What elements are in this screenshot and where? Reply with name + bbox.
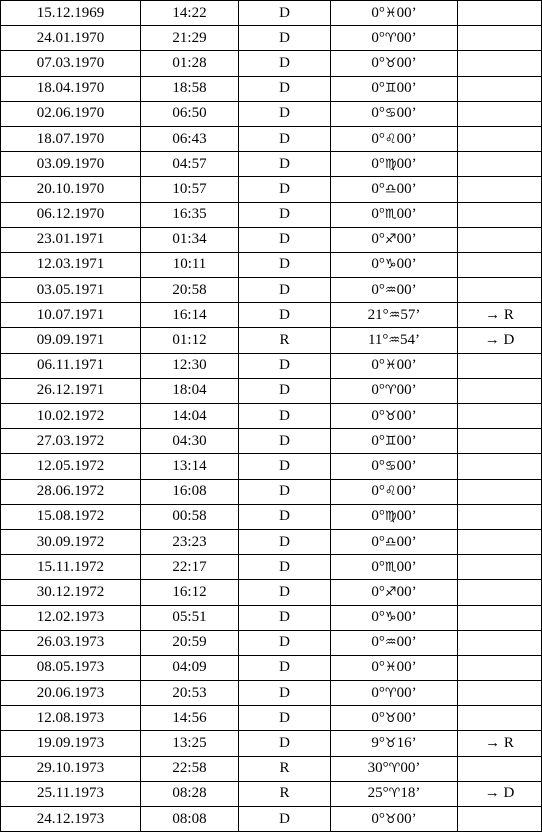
motion-cell: D — [239, 26, 331, 51]
zodiac-sign-glyph: ♒ — [388, 333, 401, 349]
zodiac-sign-glyph: ♍ — [384, 156, 397, 172]
date-cell: 20.06.1973 — [1, 681, 141, 706]
degree-value: 0° — [371, 206, 385, 223]
station-cell — [458, 605, 542, 630]
motion-cell: R — [239, 328, 331, 353]
position-cell — [331, 404, 458, 429]
station-cell — [458, 429, 542, 454]
date-cell: 30.12.1972 — [1, 580, 141, 605]
minute-value: 00’ — [396, 281, 417, 298]
position-cell — [331, 605, 458, 630]
minute-value: 00’ — [396, 382, 417, 399]
zodiac-sign-glyph: ♏ — [384, 559, 397, 575]
position-cell — [331, 26, 458, 51]
table-row — [1, 681, 542, 706]
zodiac-sign-glyph: ♌ — [384, 131, 397, 147]
date-cell: 18.04.1970 — [1, 76, 141, 101]
date-cell: 18.07.1970 — [1, 126, 141, 151]
time-cell: 16:12 — [141, 580, 239, 605]
position-cell — [331, 227, 458, 252]
time-cell: 20:59 — [141, 630, 239, 655]
time-cell: 06:43 — [141, 126, 239, 151]
zodiac-sign-glyph: ♓ — [384, 660, 397, 676]
motion-cell: D — [239, 1, 331, 26]
degree-value: 21° — [367, 306, 389, 323]
time-cell: 18:04 — [141, 378, 239, 403]
time-cell: 04:09 — [141, 655, 239, 680]
minute-value: 00’ — [396, 231, 417, 248]
table-body — [1, 1, 542, 832]
time-cell: 21:29 — [141, 26, 239, 51]
time-cell: 14:56 — [141, 706, 239, 731]
station-cell — [458, 152, 542, 177]
time-cell: 05:51 — [141, 605, 239, 630]
time-cell: 08:08 — [141, 807, 239, 832]
minute-value: 00’ — [396, 357, 417, 374]
time-cell: 04:57 — [141, 152, 239, 177]
zodiac-sign-glyph: ♉ — [384, 811, 397, 827]
position-cell — [331, 429, 458, 454]
date-cell: 12.08.1973 — [1, 706, 141, 731]
table-row — [1, 252, 542, 277]
time-cell: 14:04 — [141, 404, 239, 429]
motion-cell: D — [239, 807, 331, 832]
date-cell: 12.02.1973 — [1, 605, 141, 630]
date-cell: 27.03.1972 — [1, 429, 141, 454]
degree-value: 0° — [371, 709, 385, 726]
date-cell: 12.03.1971 — [1, 252, 141, 277]
table-row — [1, 328, 542, 353]
motion-cell: D — [239, 227, 331, 252]
table-row — [1, 26, 542, 51]
station-cell — [458, 404, 542, 429]
degree-value: 0° — [371, 558, 385, 575]
degree-value: 0° — [371, 508, 385, 525]
motion-cell: D — [239, 252, 331, 277]
date-cell: 12.05.1972 — [1, 454, 141, 479]
degree-value: 0° — [371, 684, 385, 701]
minute-value: 00’ — [396, 810, 417, 827]
degree-value: 9° — [371, 735, 385, 752]
table-row — [1, 807, 542, 832]
position-cell — [331, 756, 458, 781]
table-row — [1, 51, 542, 76]
station-cell — [458, 706, 542, 731]
minute-value: 00’ — [396, 80, 417, 97]
date-cell: 20.10.1970 — [1, 177, 141, 202]
table-row — [1, 706, 542, 731]
position-cell — [331, 781, 458, 806]
minute-value: 00’ — [396, 130, 417, 147]
degree-value: 0° — [371, 634, 385, 651]
position-cell — [331, 252, 458, 277]
date-cell: 03.09.1970 — [1, 152, 141, 177]
zodiac-sign-glyph: ♌ — [384, 484, 397, 500]
zodiac-sign-glyph: ♊ — [384, 433, 397, 449]
station-cell — [458, 630, 542, 655]
station-cell — [458, 353, 542, 378]
time-cell: 01:28 — [141, 51, 239, 76]
minute-value: 00’ — [400, 760, 421, 777]
position-cell — [331, 328, 458, 353]
degree-value: 30° — [367, 760, 389, 777]
station-cell — [458, 555, 542, 580]
table-row — [1, 781, 542, 806]
position-cell — [331, 353, 458, 378]
motion-cell: D — [239, 126, 331, 151]
degree-value: 0° — [371, 80, 385, 97]
position-cell — [331, 807, 458, 832]
minute-value: 00’ — [396, 29, 417, 46]
minute-value: 00’ — [396, 533, 417, 550]
time-cell: 18:58 — [141, 76, 239, 101]
minute-value: 18’ — [400, 785, 421, 802]
position-cell — [331, 101, 458, 126]
station-cell — [458, 807, 542, 832]
degree-value: 0° — [371, 432, 385, 449]
minute-value: 54’ — [400, 332, 421, 349]
motion-cell: D — [239, 101, 331, 126]
zodiac-sign-glyph: ♍ — [384, 509, 397, 525]
time-cell: 14:22 — [141, 1, 239, 26]
zodiac-sign-glyph: ♓ — [384, 5, 397, 21]
motion-cell: D — [239, 152, 331, 177]
station-cell — [458, 51, 542, 76]
station-cell — [458, 76, 542, 101]
table-row — [1, 76, 542, 101]
motion-cell: D — [239, 504, 331, 529]
motion-cell: D — [239, 555, 331, 580]
table-row — [1, 177, 542, 202]
degree-value: 0° — [371, 483, 385, 500]
date-cell: 29.10.1973 — [1, 756, 141, 781]
motion-cell: D — [239, 76, 331, 101]
motion-cell: D — [239, 681, 331, 706]
station-cell — [458, 479, 542, 504]
minute-value: 00’ — [396, 508, 417, 525]
date-cell: 09.09.1971 — [1, 328, 141, 353]
time-cell: 10:57 — [141, 177, 239, 202]
time-cell: 16:35 — [141, 202, 239, 227]
minute-value: 00’ — [396, 684, 417, 701]
date-cell: 08.05.1973 — [1, 655, 141, 680]
minute-value: 00’ — [396, 105, 417, 122]
motion-cell: D — [239, 605, 331, 630]
position-cell — [331, 303, 458, 328]
table-row — [1, 630, 542, 655]
minute-value: 00’ — [396, 659, 417, 676]
table-row — [1, 756, 542, 781]
station-cell — [458, 101, 542, 126]
degree-value: 25° — [367, 785, 389, 802]
zodiac-sign-glyph: ♐ — [384, 232, 397, 248]
date-cell: 26.12.1971 — [1, 378, 141, 403]
motion-cell: R — [239, 781, 331, 806]
time-cell: 16:08 — [141, 479, 239, 504]
zodiac-sign-glyph: ♉ — [384, 55, 397, 71]
minute-value: 00’ — [396, 407, 417, 424]
position-cell — [331, 378, 458, 403]
minute-value: 00’ — [396, 256, 417, 273]
motion-cell: D — [239, 303, 331, 328]
table-row — [1, 454, 542, 479]
zodiac-sign-glyph: ♈ — [388, 786, 401, 802]
station-cell — [458, 580, 542, 605]
position-cell — [331, 529, 458, 554]
date-cell: 15.12.1969 — [1, 1, 141, 26]
time-cell: 22:17 — [141, 555, 239, 580]
minute-value: 00’ — [396, 54, 417, 71]
motion-cell: D — [239, 429, 331, 454]
station-cell — [458, 1, 542, 26]
zodiac-sign-glyph: ♒ — [384, 635, 397, 651]
station-cell — [458, 504, 542, 529]
zodiac-sign-glyph: ♉ — [384, 736, 397, 752]
table-row — [1, 404, 542, 429]
position-cell — [331, 706, 458, 731]
table-row — [1, 126, 542, 151]
zodiac-sign-glyph: ♓ — [384, 358, 397, 374]
minute-value: 00’ — [396, 180, 417, 197]
table-row — [1, 353, 542, 378]
degree-value: 0° — [371, 105, 385, 122]
motion-cell: D — [239, 731, 331, 756]
date-cell: 15.08.1972 — [1, 504, 141, 529]
table-row — [1, 429, 542, 454]
date-cell: 02.06.1970 — [1, 101, 141, 126]
degree-value: 0° — [371, 29, 385, 46]
table-row — [1, 731, 542, 756]
position-cell — [331, 630, 458, 655]
station-cell: → D — [458, 781, 542, 806]
minute-value: 16’ — [396, 735, 417, 752]
date-cell: 06.11.1971 — [1, 353, 141, 378]
table-row — [1, 303, 542, 328]
time-cell: 04:30 — [141, 429, 239, 454]
motion-cell: D — [239, 278, 331, 303]
station-cell — [458, 202, 542, 227]
position-cell — [331, 655, 458, 680]
table-row — [1, 504, 542, 529]
zodiac-sign-glyph: ♎ — [384, 181, 397, 197]
table-row — [1, 655, 542, 680]
table-row — [1, 605, 542, 630]
degree-value: 0° — [371, 382, 385, 399]
station-cell — [458, 126, 542, 151]
table-row — [1, 152, 542, 177]
position-cell — [331, 152, 458, 177]
time-cell: 10:11 — [141, 252, 239, 277]
minute-value: 00’ — [396, 483, 417, 500]
station-cell: → R — [458, 303, 542, 328]
degree-value: 0° — [371, 155, 385, 172]
minute-value: 00’ — [396, 457, 417, 474]
position-cell — [331, 555, 458, 580]
table-row — [1, 202, 542, 227]
date-cell: 26.03.1973 — [1, 630, 141, 655]
time-cell: 22:58 — [141, 756, 239, 781]
station-cell — [458, 177, 542, 202]
table-row — [1, 479, 542, 504]
date-cell: 25.11.1973 — [1, 781, 141, 806]
zodiac-sign-glyph: ♏ — [384, 207, 397, 223]
date-cell: 06.12.1970 — [1, 202, 141, 227]
date-cell: 24.12.1973 — [1, 807, 141, 832]
date-cell: 15.11.1972 — [1, 555, 141, 580]
degree-value: 0° — [371, 583, 385, 600]
time-cell: 20:58 — [141, 278, 239, 303]
zodiac-sign-glyph: ♐ — [384, 584, 397, 600]
station-cell — [458, 26, 542, 51]
zodiac-sign-glyph: ♉ — [384, 710, 397, 726]
table-row — [1, 101, 542, 126]
zodiac-sign-glyph: ♑ — [384, 257, 397, 273]
minute-value: 00’ — [396, 155, 417, 172]
table-row — [1, 378, 542, 403]
degree-value: 0° — [371, 54, 385, 71]
time-cell: 20:53 — [141, 681, 239, 706]
station-cell — [458, 278, 542, 303]
motion-cell: D — [239, 655, 331, 680]
date-cell: 10.07.1971 — [1, 303, 141, 328]
zodiac-sign-glyph: ♉ — [384, 408, 397, 424]
zodiac-sign-glyph: ♈ — [384, 30, 397, 46]
date-cell: 28.06.1972 — [1, 479, 141, 504]
degree-value: 0° — [371, 810, 385, 827]
motion-cell: D — [239, 580, 331, 605]
motion-cell: R — [239, 756, 331, 781]
motion-cell: D — [239, 706, 331, 731]
time-cell: 01:34 — [141, 227, 239, 252]
motion-cell: D — [239, 479, 331, 504]
position-cell — [331, 580, 458, 605]
date-cell: 24.01.1970 — [1, 26, 141, 51]
motion-cell: D — [239, 177, 331, 202]
degree-value: 0° — [371, 180, 385, 197]
position-cell — [331, 177, 458, 202]
minute-value: 00’ — [396, 4, 417, 21]
degree-value: 0° — [371, 457, 385, 474]
table-row — [1, 1, 542, 26]
zodiac-sign-glyph: ♈ — [384, 383, 397, 399]
zodiac-sign-glyph: ♊ — [384, 81, 397, 97]
degree-value: 0° — [371, 407, 385, 424]
motion-cell: D — [239, 51, 331, 76]
motion-cell: D — [239, 630, 331, 655]
table-row — [1, 227, 542, 252]
position-cell — [331, 479, 458, 504]
motion-cell: D — [239, 378, 331, 403]
motion-cell: D — [239, 404, 331, 429]
station-cell — [458, 756, 542, 781]
position-cell — [331, 504, 458, 529]
date-cell: 10.02.1972 — [1, 404, 141, 429]
degree-value: 0° — [371, 130, 385, 147]
time-cell: 13:25 — [141, 731, 239, 756]
position-cell — [331, 126, 458, 151]
zodiac-sign-glyph: ♎ — [384, 534, 397, 550]
date-cell: 07.03.1970 — [1, 51, 141, 76]
degree-value: 0° — [371, 231, 385, 248]
degree-value: 0° — [371, 357, 385, 374]
degree-value: 0° — [371, 533, 385, 550]
position-cell — [331, 731, 458, 756]
station-cell — [458, 252, 542, 277]
degree-value: 11° — [367, 332, 389, 349]
zodiac-sign-glyph: ♈ — [384, 685, 397, 701]
position-cell — [331, 76, 458, 101]
time-cell: 13:14 — [141, 454, 239, 479]
time-cell: 16:14 — [141, 303, 239, 328]
date-cell: 03.05.1971 — [1, 278, 141, 303]
station-cell — [458, 454, 542, 479]
degree-value: 0° — [371, 609, 385, 626]
time-cell: 06:50 — [141, 101, 239, 126]
time-cell: 01:12 — [141, 328, 239, 353]
station-cell — [458, 227, 542, 252]
position-cell — [331, 278, 458, 303]
degree-value: 0° — [371, 659, 385, 676]
degree-value: 0° — [371, 256, 385, 273]
date-cell: 19.09.1973 — [1, 731, 141, 756]
zodiac-sign-glyph: ♒ — [384, 282, 397, 298]
motion-cell: D — [239, 529, 331, 554]
degree-value: 0° — [371, 4, 385, 21]
station-cell: → D — [458, 328, 542, 353]
motion-cell: D — [239, 353, 331, 378]
position-cell — [331, 681, 458, 706]
station-cell — [458, 529, 542, 554]
position-cell — [331, 1, 458, 26]
station-cell — [458, 378, 542, 403]
zodiac-sign-glyph: ♑ — [384, 610, 397, 626]
time-cell: 00:58 — [141, 504, 239, 529]
minute-value: 00’ — [396, 709, 417, 726]
station-cell — [458, 655, 542, 680]
time-cell: 08:28 — [141, 781, 239, 806]
minute-value: 00’ — [396, 558, 417, 575]
zodiac-sign-glyph: ♋ — [384, 106, 397, 122]
station-cell — [458, 681, 542, 706]
minute-value: 00’ — [396, 634, 417, 651]
zodiac-sign-glyph: ♒ — [388, 307, 401, 323]
zodiac-sign-glyph: ♈ — [388, 761, 401, 777]
minute-value: 57’ — [400, 306, 421, 323]
table-row — [1, 555, 542, 580]
date-cell: 23.01.1971 — [1, 227, 141, 252]
position-cell — [331, 51, 458, 76]
table-row — [1, 529, 542, 554]
minute-value: 00’ — [396, 583, 417, 600]
position-cell — [331, 454, 458, 479]
station-cell: → R — [458, 731, 542, 756]
table-row — [1, 278, 542, 303]
table-row — [1, 580, 542, 605]
motion-cell: D — [239, 454, 331, 479]
position-cell — [331, 202, 458, 227]
degree-value: 0° — [371, 281, 385, 298]
minute-value: 00’ — [396, 206, 417, 223]
motion-cell: D — [239, 202, 331, 227]
time-cell: 23:23 — [141, 529, 239, 554]
minute-value: 00’ — [396, 609, 417, 626]
minute-value: 00’ — [396, 432, 417, 449]
zodiac-sign-glyph: ♋ — [384, 458, 397, 474]
time-cell: 12:30 — [141, 353, 239, 378]
date-cell: 30.09.1972 — [1, 529, 141, 554]
